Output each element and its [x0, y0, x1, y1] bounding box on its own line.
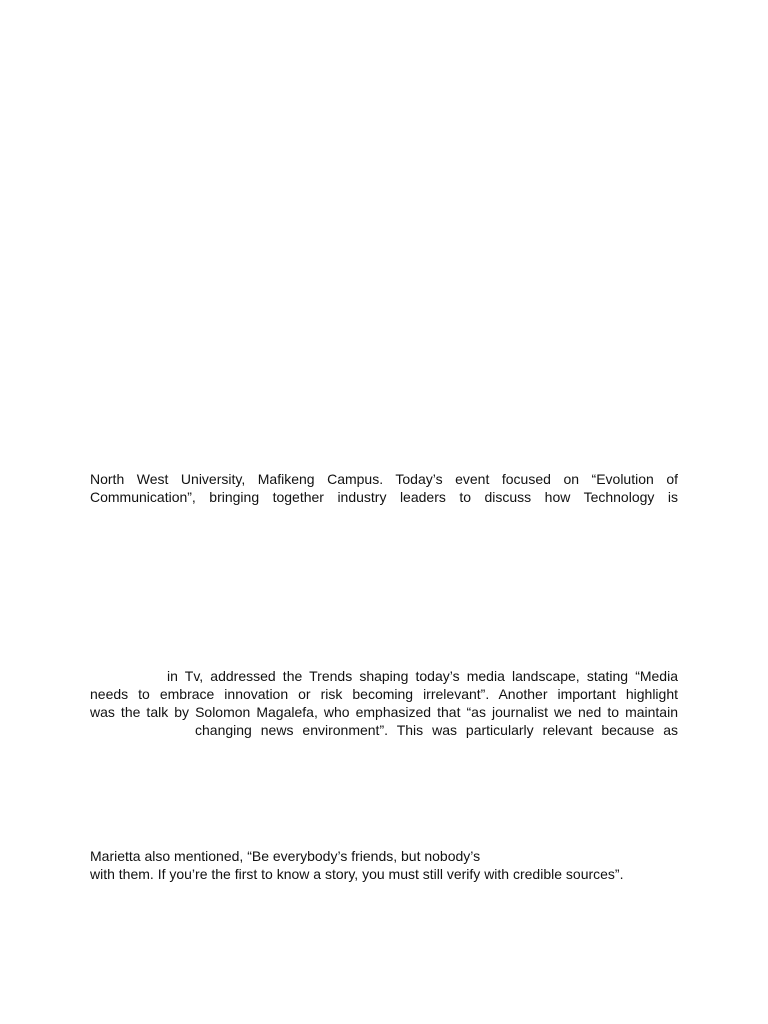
paragraph-2-line-2: needs to embrace innovation or risk becoming irrelevant”. Another important highlight: [90, 686, 678, 702]
paragraph-1-line-1: North West University, Mafikeng Campus. Today’s event focused on “Evolution of: [90, 471, 678, 487]
paragraph-2-line-1: in Tv, addressed the Trends shaping today’s media landscape, stating “Media: [167, 668, 678, 684]
paragraph-1-line-2: Communication”, bringing together industry leaders to discuss how Technology is: [90, 489, 678, 505]
paragraph-2-line-4: changing news environment”. This was particularly relevant because as: [195, 722, 678, 738]
paragraph-2-line-3: was the talk by Solomon Magalefa, who emphasized that “as journalist we ned to maintain: [90, 704, 678, 720]
paragraph-3-line-1: Marietta also mentioned, “Be everybody’s friends, but nobody’s: [90, 848, 481, 864]
paragraph-3-line-2: with them. If you’re the first to know a story, you must still verify with credible sources”.: [90, 866, 624, 882]
